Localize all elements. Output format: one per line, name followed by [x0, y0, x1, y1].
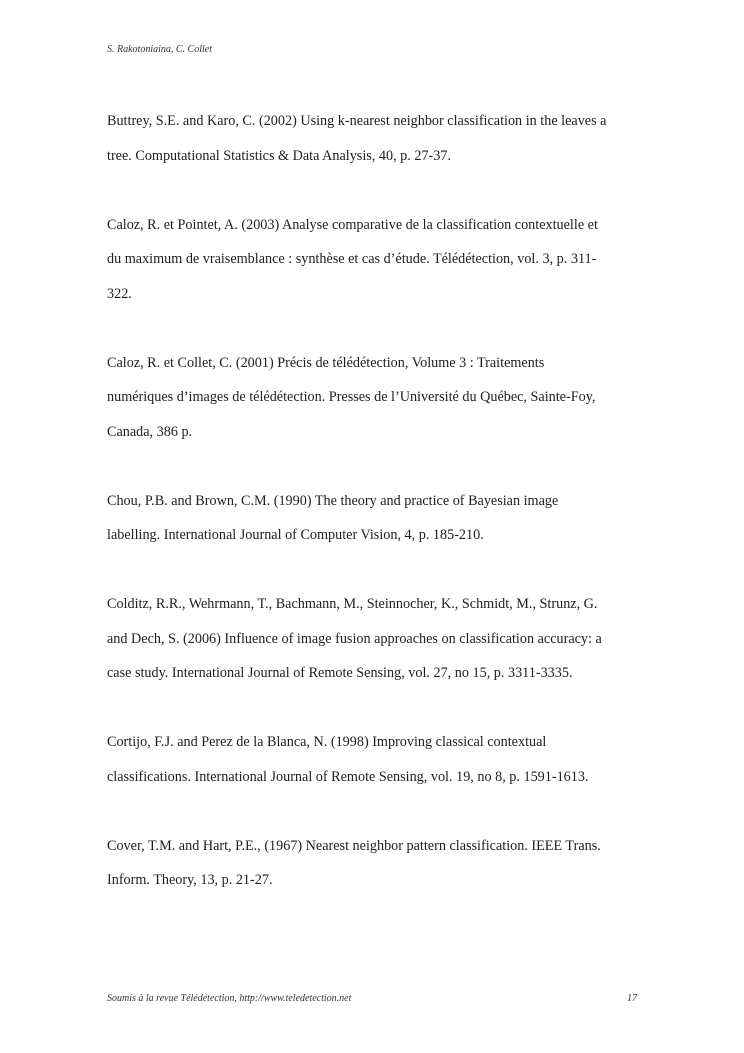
- reference-line: and Dech, S. (2006) Influence of image fusion approaches on classification accuracy: a: [107, 630, 602, 647]
- reference-line: tree. Computational Statistics & Data Analysis, 40, p. 27-37.: [107, 147, 452, 164]
- page-number: 17: [627, 993, 637, 1004]
- reference-line: Cover, T.M. and Hart, P.E., (1967) Nearest neighbor pattern classification. IEEE Trans.: [107, 837, 601, 854]
- reference-line: Inform. Theory, 13, p. 21-27.: [107, 872, 273, 888]
- reference-line: case study. International Journal of Remote Sensing, vol. 27, no 15, p. 3311-3335.: [107, 665, 573, 681]
- reference-line: Caloz, R. et Collet, C. (2001) Précis de télédétection, Volume 3 : Traitements: [107, 354, 545, 371]
- reference-line: Cortijo, F.J. and Perez de la Blanca, N. (1998) Improving classical contextual: [107, 734, 547, 750]
- reference-line: Chou, P.B. and Brown, C.M. (1990) The theory and practice of Bayesian image: [107, 492, 559, 509]
- reference-item: [107, 104, 643, 173]
- reference-line: du maximum de vraisemblance : synthèse et cas d’étude. Télédétection, vol. 3, p. 311-: [107, 251, 597, 267]
- reference-item: [107, 484, 643, 553]
- reference-list: [107, 104, 643, 932]
- reference-line: numériques d’images de télédétection. Presses de l’Université du Québec, Sainte-Foy,: [107, 389, 596, 405]
- reference-item: [107, 346, 643, 450]
- reference-item: [107, 829, 643, 898]
- reference-line: 322.: [107, 285, 132, 302]
- reference-item: [107, 725, 643, 794]
- reference-line: Canada, 386 p.: [107, 423, 193, 440]
- reference-item: [107, 587, 643, 691]
- reference-line: Colditz, R.R., Wehrmann, T., Bachmann, M., Steinnocher, K., Schmidt, M., Strunz, G.: [107, 596, 598, 612]
- reference-line: classifications. International Journal of Remote Sensing, vol. 19, no 8, p. 1591-1613.: [107, 768, 589, 785]
- reference-line: Buttrey, S.E. and Karo, C. (2002) Using k-nearest neighbor classification in the leaves a: [107, 113, 607, 129]
- reference-line: Caloz, R. et Pointet, A. (2003) Analyse comparative de la classification contextuelle et: [107, 216, 598, 233]
- running-footer-journal: Soumis à la revue Télédétection, http://www.teledetection.net: [107, 993, 352, 1004]
- reference-item: [107, 208, 643, 312]
- running-header-authors: S. Rakotoniaina, C. Collet: [107, 44, 212, 55]
- reference-line: labelling. International Journal of Computer Vision, 4, p. 185-210.: [107, 527, 484, 543]
